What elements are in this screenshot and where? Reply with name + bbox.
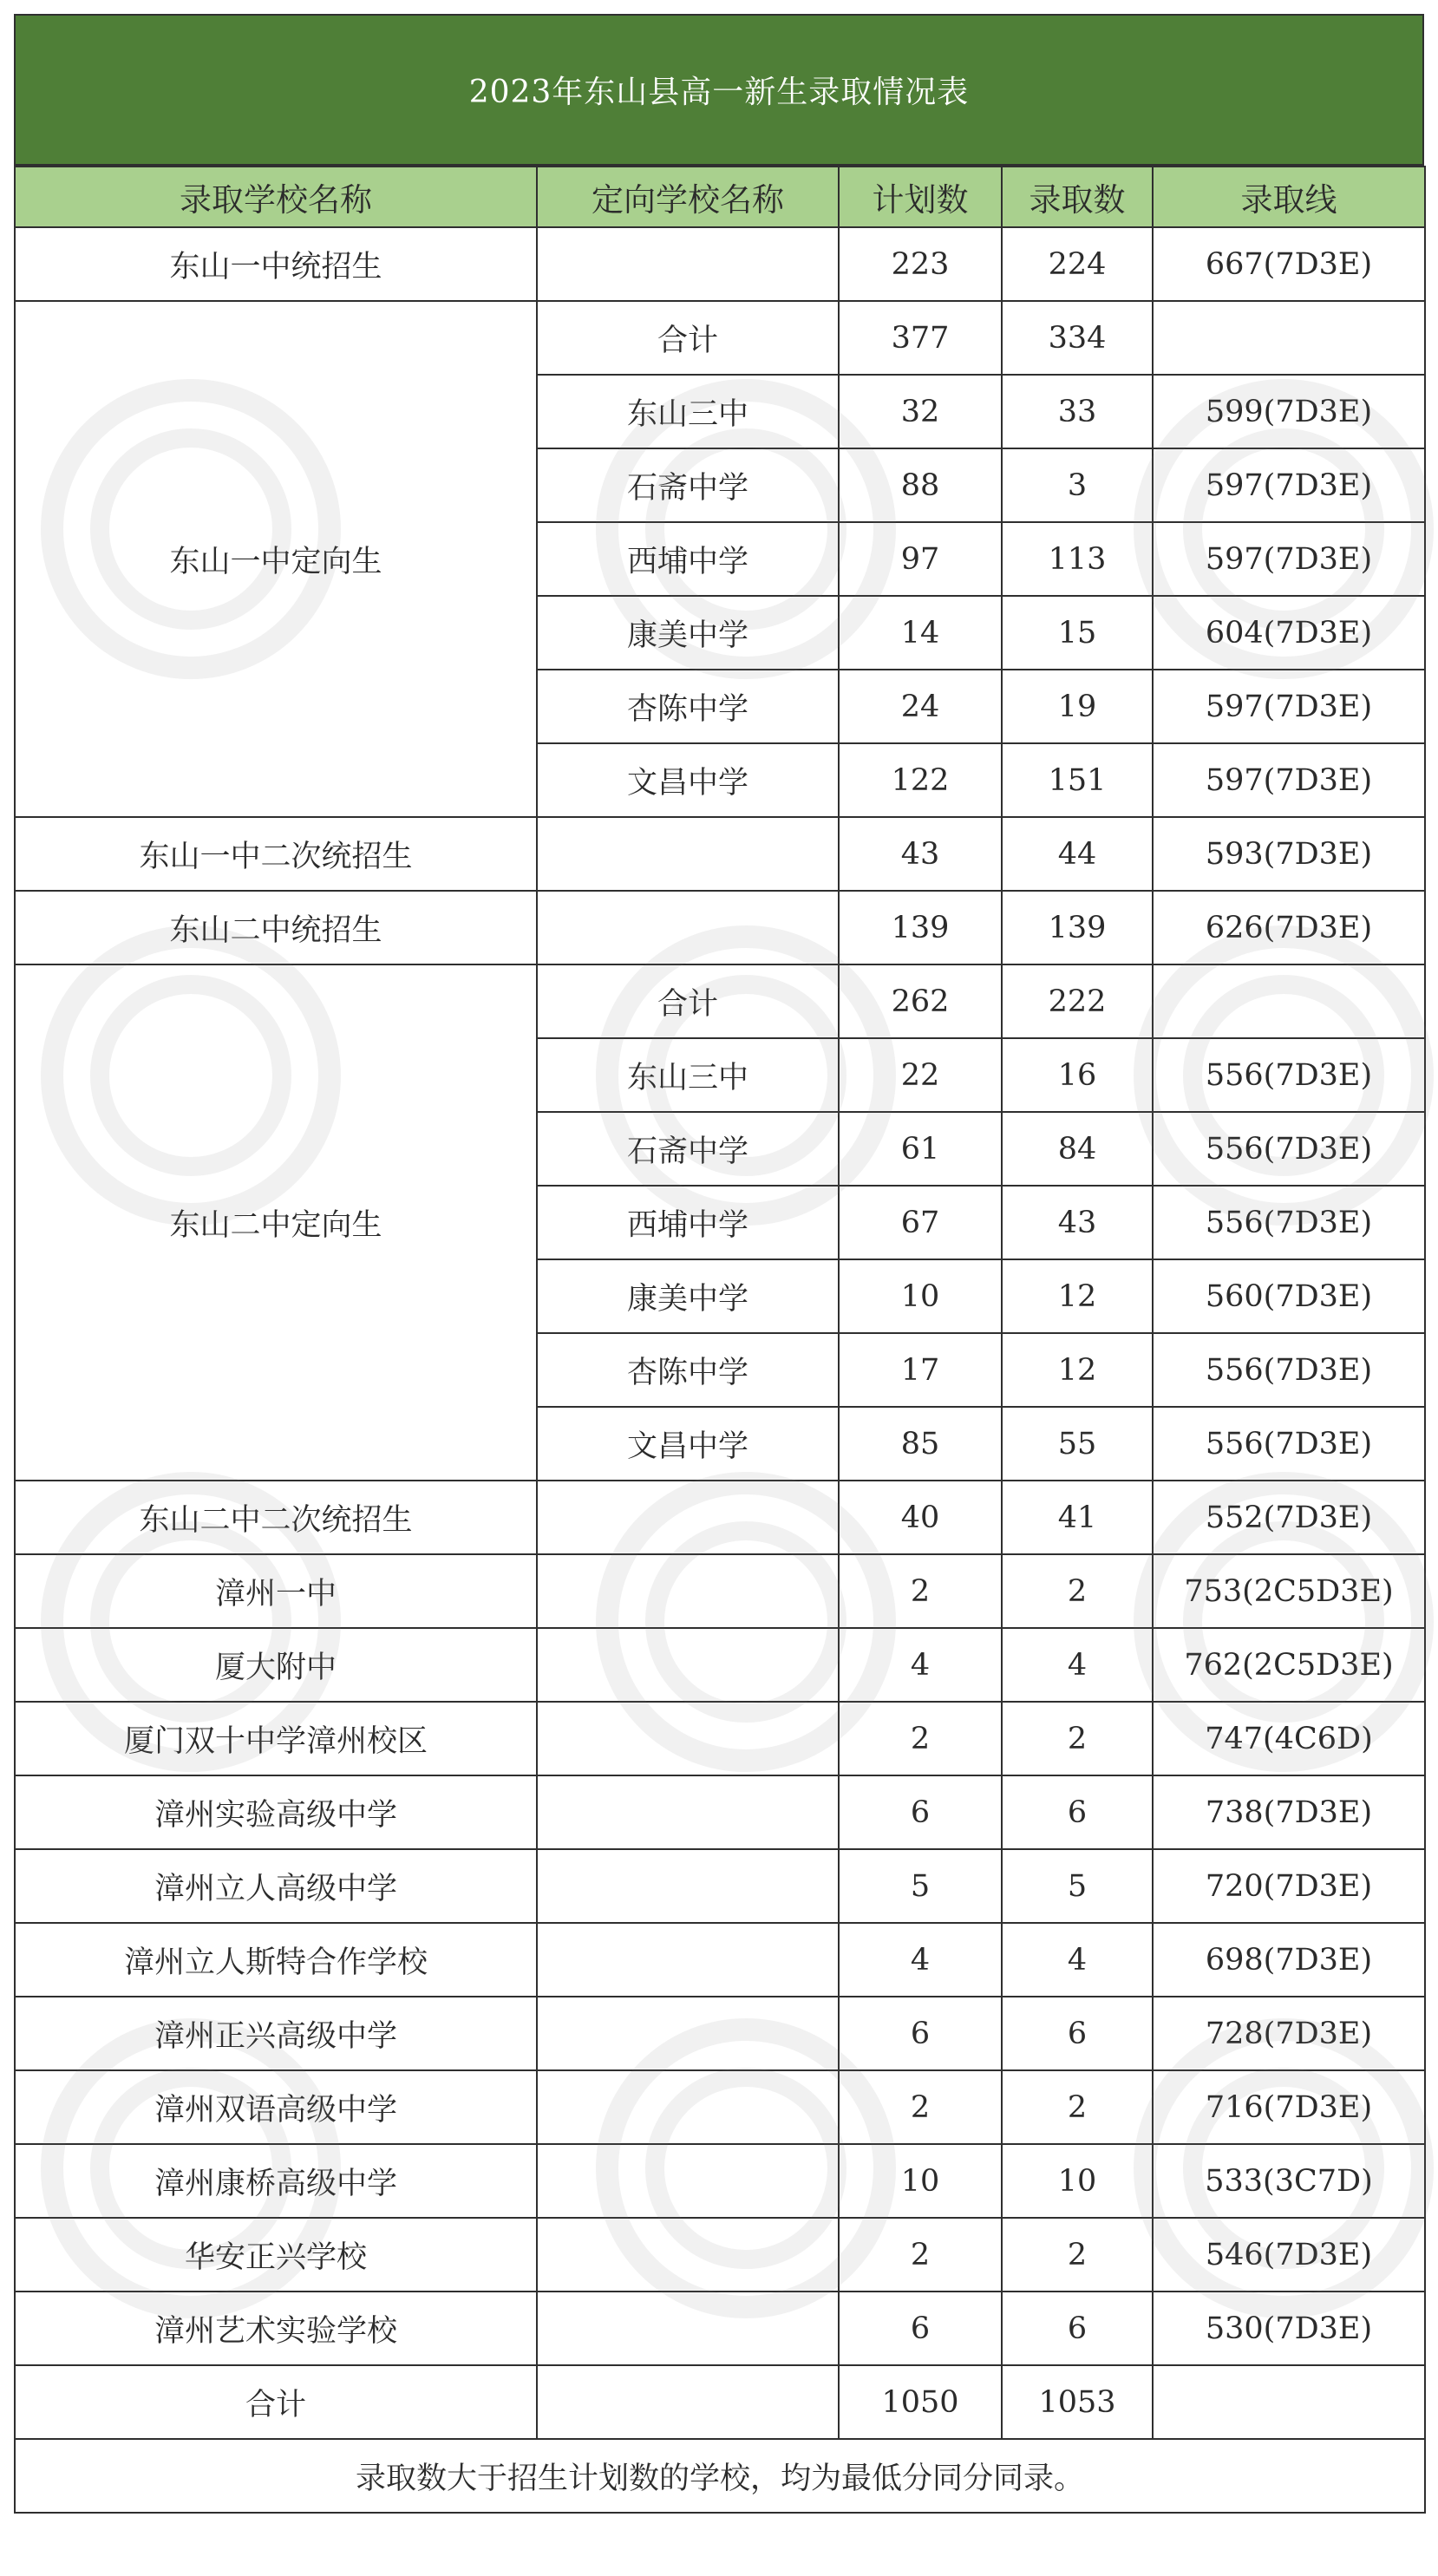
cell-plan: 85	[839, 1407, 1002, 1481]
cell-plan: 2	[839, 2218, 1002, 2292]
cell-plan: 1050	[839, 2365, 1002, 2439]
total-row	[15, 2365, 1425, 2439]
table-row	[15, 301, 1425, 375]
cell-plan: 61	[839, 1112, 1002, 1186]
cell-school: 东山一中二次统招生	[15, 817, 537, 891]
cell-plan: 88	[839, 448, 1002, 522]
cell-plan: 6	[839, 1997, 1002, 2070]
cell-cutoff: 597(7D3E)	[1153, 670, 1425, 743]
cell-directed-school: 石斋中学	[537, 448, 839, 522]
footer-row	[15, 2439, 1425, 2513]
cell-admitted: 5	[1002, 1849, 1153, 1923]
cell-school: 漳州康桥高级中学	[15, 2144, 537, 2218]
cell-school: 厦门双十中学漳州校区	[15, 1702, 537, 1775]
cell-admitted: 16	[1002, 1038, 1153, 1112]
cell-plan: 22	[839, 1038, 1002, 1112]
cell-cutoff: 597(7D3E)	[1153, 522, 1425, 596]
header-directed-school: 定向学校名称	[537, 167, 839, 227]
cell-directed-school	[537, 1997, 839, 2070]
cell-plan: 17	[839, 1333, 1002, 1407]
cell-plan: 2	[839, 1554, 1002, 1628]
cell-admitted: 113	[1002, 522, 1153, 596]
cell-cutoff: 626(7D3E)	[1153, 891, 1425, 964]
cell-admitted: 222	[1002, 964, 1153, 1038]
cell-directed-school: 康美中学	[537, 596, 839, 670]
cell-cutoff: 552(7D3E)	[1153, 1481, 1425, 1554]
cell-school: 华安正兴学校	[15, 2218, 537, 2292]
table-row	[15, 2070, 1425, 2144]
cell-school: 漳州立人斯特合作学校	[15, 1923, 537, 1997]
cell-school: 厦大附中	[15, 1628, 537, 1702]
footer-note: 录取数大于招生计划数的学校，均为最低分同分同录。	[15, 2439, 1425, 2513]
cell-school: 漳州实验高级中学	[15, 1775, 537, 1849]
cell-cutoff: 593(7D3E)	[1153, 817, 1425, 891]
cell-admitted: 3	[1002, 448, 1153, 522]
cell-admitted: 15	[1002, 596, 1153, 670]
cell-cutoff: 698(7D3E)	[1153, 1923, 1425, 1997]
cell-directed-school	[537, 1628, 839, 1702]
cell-plan: 4	[839, 1923, 1002, 1997]
cell-admitted: 4	[1002, 1923, 1153, 1997]
cell-admitted: 55	[1002, 1407, 1153, 1481]
cell-directed-school: 东山三中	[537, 1038, 839, 1112]
cell-cutoff: 599(7D3E)	[1153, 375, 1425, 448]
cell-directed-school: 康美中学	[537, 1259, 839, 1333]
cell-directed-school	[537, 2144, 839, 2218]
table-row	[15, 1628, 1425, 1702]
cell-cutoff: 728(7D3E)	[1153, 1997, 1425, 2070]
cell-school: 漳州立人高级中学	[15, 1849, 537, 1923]
cell-plan: 40	[839, 1481, 1002, 1554]
cell-admitted: 6	[1002, 1775, 1153, 1849]
cell-cutoff: 560(7D3E)	[1153, 1259, 1425, 1333]
table-row	[15, 2144, 1425, 2218]
cell-school: 漳州艺术实验学校	[15, 2292, 537, 2365]
cell-directed-school	[537, 1481, 839, 1554]
cell-plan: 43	[839, 817, 1002, 891]
cell-school: 漳州一中	[15, 1554, 537, 1628]
cell-cutoff: 762(2C5D3E)	[1153, 1628, 1425, 1702]
cell-directed-school	[537, 227, 839, 301]
cell-directed-school: 西埔中学	[537, 522, 839, 596]
cell-directed-school: 杏陈中学	[537, 1333, 839, 1407]
cell-plan: 122	[839, 743, 1002, 817]
header-school: 录取学校名称	[15, 167, 537, 227]
cell-admitted: 44	[1002, 817, 1153, 891]
cell-directed-school: 石斋中学	[537, 1112, 839, 1186]
cell-directed-school: 杏陈中学	[537, 670, 839, 743]
cell-cutoff	[1153, 2365, 1425, 2439]
table-row	[15, 1775, 1425, 1849]
cell-school: 东山二中定向生	[15, 964, 537, 1481]
cell-plan: 14	[839, 596, 1002, 670]
cell-cutoff: 667(7D3E)	[1153, 227, 1425, 301]
cell-cutoff	[1153, 301, 1425, 375]
cell-cutoff	[1153, 964, 1425, 1038]
cell-directed-school: 文昌中学	[537, 1407, 839, 1481]
cell-plan: 262	[839, 964, 1002, 1038]
cell-admitted: 4	[1002, 1628, 1153, 1702]
cell-plan: 223	[839, 227, 1002, 301]
cell-directed-school: 文昌中学	[537, 743, 839, 817]
table-row	[15, 2292, 1425, 2365]
table-row	[15, 1849, 1425, 1923]
cell-cutoff: 738(7D3E)	[1153, 1775, 1425, 1849]
cell-directed-school	[537, 2070, 839, 2144]
cell-admitted: 84	[1002, 1112, 1153, 1186]
cell-cutoff: 747(4C6D)	[1153, 1702, 1425, 1775]
table-row	[15, 1702, 1425, 1775]
cell-admitted: 2	[1002, 1554, 1153, 1628]
cell-cutoff: 530(7D3E)	[1153, 2292, 1425, 2365]
cell-cutoff: 597(7D3E)	[1153, 743, 1425, 817]
cell-admitted: 2	[1002, 2218, 1153, 2292]
table-row	[15, 1481, 1425, 1554]
cell-directed-school	[537, 1775, 839, 1849]
cell-directed-school: 合计	[537, 301, 839, 375]
cell-school: 东山二中统招生	[15, 891, 537, 964]
cell-school: 东山二中二次统招生	[15, 1481, 537, 1554]
cell-cutoff: 556(7D3E)	[1153, 1407, 1425, 1481]
table-row	[15, 817, 1425, 891]
cell-cutoff: 533(3C7D)	[1153, 2144, 1425, 2218]
cell-cutoff: 556(7D3E)	[1153, 1038, 1425, 1112]
table-row	[15, 227, 1425, 301]
cell-plan: 2	[839, 1702, 1002, 1775]
cell-school: 漳州双语高级中学	[15, 2070, 537, 2144]
table-row	[15, 1997, 1425, 2070]
header-plan: 计划数	[839, 167, 1002, 227]
admission-table	[14, 166, 1426, 2514]
cell-directed-school	[537, 1702, 839, 1775]
cell-plan: 5	[839, 1849, 1002, 1923]
cell-school: 东山一中定向生	[15, 301, 537, 817]
cell-directed-school	[537, 1849, 839, 1923]
cell-admitted: 12	[1002, 1333, 1153, 1407]
header-row	[15, 167, 1425, 227]
cell-directed-school	[537, 1923, 839, 1997]
cell-cutoff: 597(7D3E)	[1153, 448, 1425, 522]
cell-directed-school: 西埔中学	[537, 1186, 839, 1259]
cell-plan: 67	[839, 1186, 1002, 1259]
cell-plan: 6	[839, 1775, 1002, 1849]
cell-admitted: 2	[1002, 2070, 1153, 2144]
table-row	[15, 2218, 1425, 2292]
cell-plan: 24	[839, 670, 1002, 743]
cell-admitted: 224	[1002, 227, 1153, 301]
cell-cutoff: 556(7D3E)	[1153, 1186, 1425, 1259]
cell-directed-school	[537, 1554, 839, 1628]
cell-plan: 139	[839, 891, 1002, 964]
table-title: 2023年东山县高一新生录取情况表	[14, 14, 1424, 166]
cell-plan: 10	[839, 2144, 1002, 2218]
cell-admitted: 19	[1002, 670, 1153, 743]
cell-admitted: 1053	[1002, 2365, 1153, 2439]
cell-plan: 6	[839, 2292, 1002, 2365]
cell-admitted: 139	[1002, 891, 1153, 964]
table-row	[15, 1923, 1425, 1997]
cell-admitted: 334	[1002, 301, 1153, 375]
header-admitted: 录取数	[1002, 167, 1153, 227]
cell-directed-school	[537, 2218, 839, 2292]
cell-school: 漳州正兴高级中学	[15, 1997, 537, 2070]
cell-admitted: 12	[1002, 1259, 1153, 1333]
cell-directed-school	[537, 817, 839, 891]
cell-directed-school: 合计	[537, 964, 839, 1038]
cell-admitted: 33	[1002, 375, 1153, 448]
cell-cutoff: 556(7D3E)	[1153, 1333, 1425, 1407]
cell-admitted: 6	[1002, 2292, 1153, 2365]
cell-admitted: 6	[1002, 1997, 1153, 2070]
cell-admitted: 151	[1002, 743, 1153, 817]
cell-admitted: 43	[1002, 1186, 1153, 1259]
cell-school: 东山一中统招生	[15, 227, 537, 301]
table-row	[15, 1554, 1425, 1628]
cell-directed-school: 东山三中	[537, 375, 839, 448]
cell-plan: 10	[839, 1259, 1002, 1333]
cell-directed-school	[537, 891, 839, 964]
cell-cutoff: 716(7D3E)	[1153, 2070, 1425, 2144]
cell-directed-school	[537, 2292, 839, 2365]
cell-cutoff: 546(7D3E)	[1153, 2218, 1425, 2292]
cell-cutoff: 604(7D3E)	[1153, 596, 1425, 670]
cell-plan: 4	[839, 1628, 1002, 1702]
table-row	[15, 891, 1425, 964]
cell-plan: 2	[839, 2070, 1002, 2144]
cell-admitted: 2	[1002, 1702, 1153, 1775]
cell-plan: 32	[839, 375, 1002, 448]
header-cutoff: 录取线	[1153, 167, 1425, 227]
cell-cutoff: 720(7D3E)	[1153, 1849, 1425, 1923]
cell-admitted: 41	[1002, 1481, 1153, 1554]
cell-plan: 97	[839, 522, 1002, 596]
admission-sheet	[14, 14, 1424, 2562]
cell-plan: 377	[839, 301, 1002, 375]
cell-directed-school	[537, 2365, 839, 2439]
cell-cutoff: 753(2C5D3E)	[1153, 1554, 1425, 1628]
cell-cutoff: 556(7D3E)	[1153, 1112, 1425, 1186]
cell-school: 合计	[15, 2365, 537, 2439]
cell-admitted: 10	[1002, 2144, 1153, 2218]
table-row	[15, 964, 1425, 1038]
